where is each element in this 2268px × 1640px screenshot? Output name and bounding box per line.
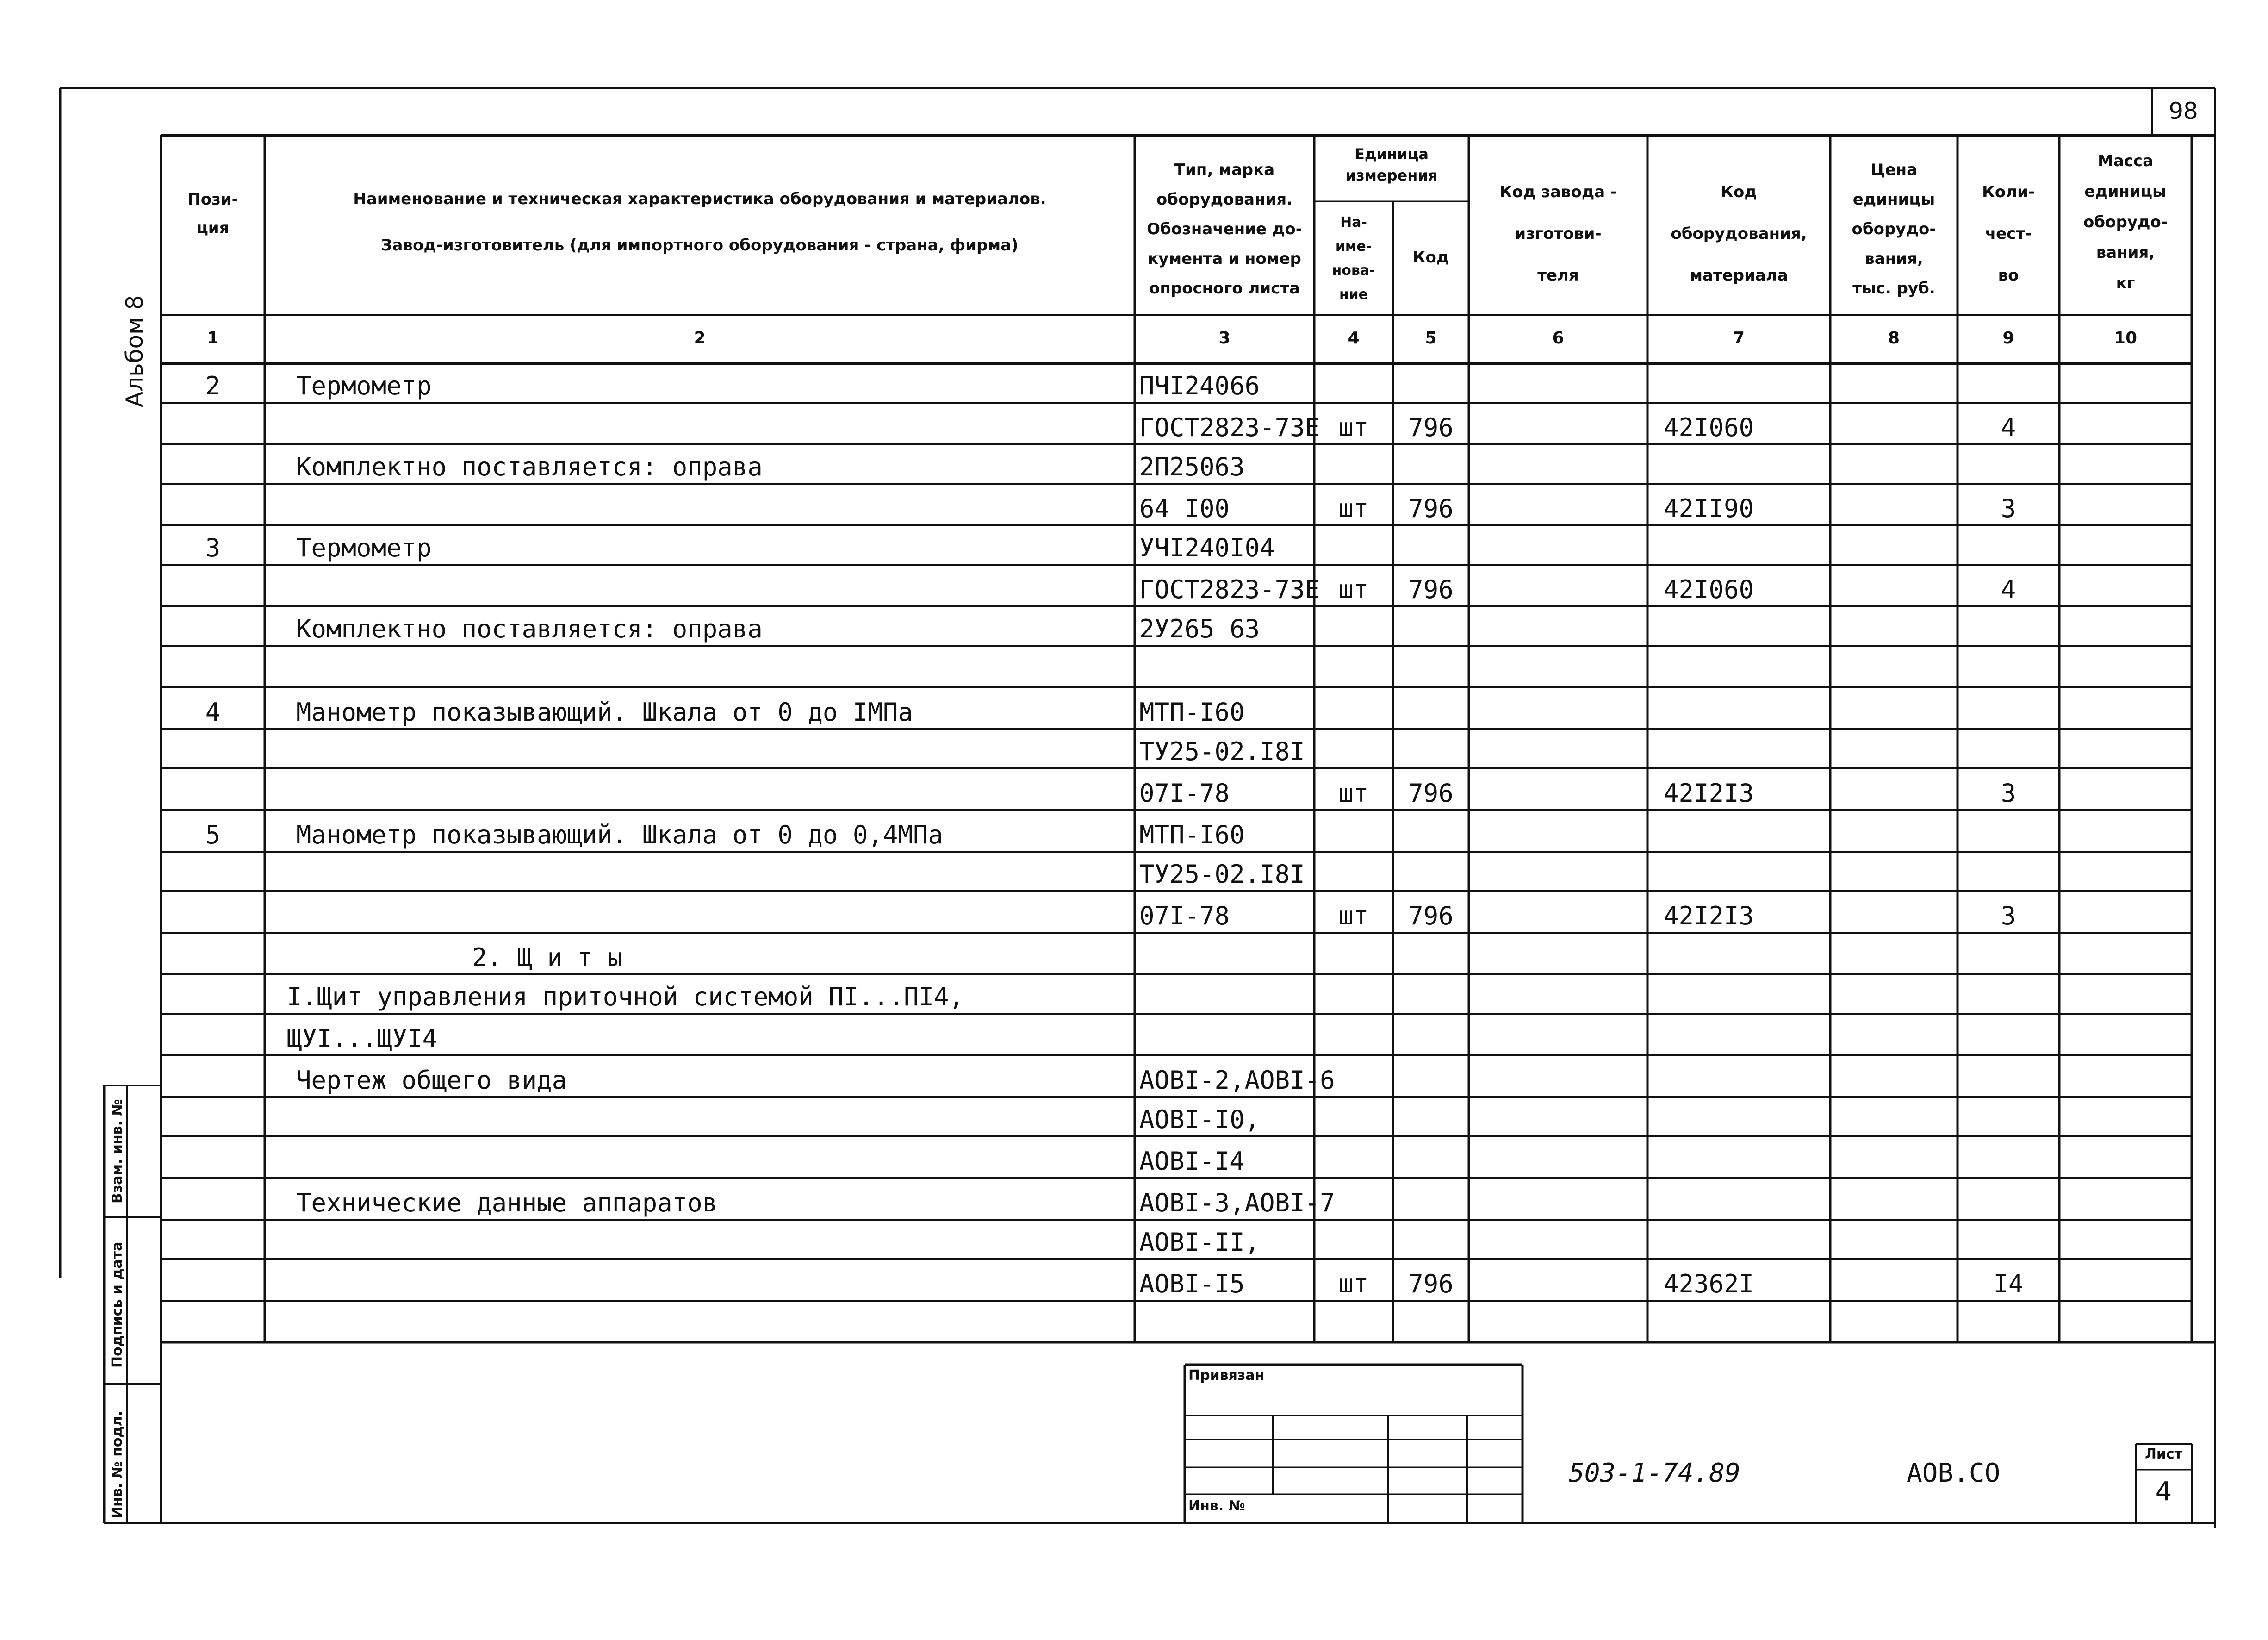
header-price: Цена единицы оборудо- вания, тыс. руб. xyxy=(1852,161,1936,298)
cell-name: I.Щит управления приточной системой ПI...ПI4, xyxy=(287,982,964,1011)
cell-equip-code: 42I060 xyxy=(1664,575,1754,604)
cell-type: ТУ25-02.I8I xyxy=(1139,860,1305,889)
cell-type: УЧI240I04 xyxy=(1139,533,1275,562)
colnum-8: 8 xyxy=(1888,329,1900,348)
header-qty: Коли- чест- во xyxy=(1982,183,2035,285)
cell-unit: шт xyxy=(1338,1269,1369,1298)
header-unit-name: На- име- нова- ние xyxy=(1332,214,1375,303)
cell-unit-code: 796 xyxy=(1408,575,1454,604)
cell-unit: шт xyxy=(1338,779,1369,808)
colnum-3: 3 xyxy=(1218,329,1230,348)
cell-type: АОВI-I5 xyxy=(1139,1269,1245,1298)
inv-podl-label: Инв. № подл. xyxy=(109,1410,125,1518)
cell-name: ЩУI...ЩУI4 xyxy=(287,1024,438,1053)
colnum-4: 4 xyxy=(1348,329,1360,348)
cell-type: 2У265 63 xyxy=(1139,614,1260,643)
sheet-label: Лист xyxy=(2144,1446,2183,1462)
cell-type: МТП-I60 xyxy=(1139,698,1245,727)
cell-type: ТУ25-02.I8I xyxy=(1139,737,1305,766)
cell-unit: шт xyxy=(1338,413,1369,442)
cell-type: МТП-I60 xyxy=(1139,820,1245,849)
colnum-7: 7 xyxy=(1733,329,1745,348)
cell-position: 2 xyxy=(205,371,221,400)
cell-type: ГОСТ2823-73Е xyxy=(1139,413,1320,442)
cell-type: 07I-78 xyxy=(1139,779,1230,808)
cell-type: 2П25063 xyxy=(1139,452,1245,481)
cell-name: Комплектно поставляется: оправа xyxy=(296,452,763,481)
cell-position: 3 xyxy=(205,533,221,562)
header-maker-code: Код завода - изготови- теля xyxy=(1499,183,1617,285)
cell-type: АОВI-I0, xyxy=(1139,1105,1260,1134)
colnum-2: 2 xyxy=(694,329,706,348)
cell-unit: шт xyxy=(1338,494,1369,523)
vzam-inv-label: Взам. инв. № xyxy=(109,1099,125,1203)
inv-no-label: Инв. № xyxy=(1188,1498,1245,1514)
cell-type: ГОСТ2823-73Е xyxy=(1139,575,1320,604)
cell-unit-code: 796 xyxy=(1408,494,1454,523)
colnum-1: 1 xyxy=(207,329,219,348)
colnum-10: 10 xyxy=(2113,329,2138,348)
signature-date-label: Подпись и дата xyxy=(109,1241,125,1368)
cell-position: 5 xyxy=(205,820,221,849)
cell-name: Чертеж общего вида xyxy=(296,1066,567,1095)
document-mark: АОВ.СО xyxy=(1907,1458,2001,1488)
cell-unit-code: 796 xyxy=(1408,901,1454,930)
cell-type: 07I-78 xyxy=(1139,901,1230,930)
cell-name: Термометр xyxy=(296,371,432,400)
cell-type: 64 I00 xyxy=(1139,494,1230,523)
header-unit-code: Код xyxy=(1412,248,1449,267)
cell-qty: 3 xyxy=(2001,779,2016,808)
cell-equip-code: 42II90 xyxy=(1664,494,1754,523)
colnum-6: 6 xyxy=(1552,329,1564,348)
cell-qty: 3 xyxy=(2001,494,2016,523)
cell-name: Комплектно поставляется: оправа xyxy=(296,614,763,643)
cell-name: Манометр показывающий. Шкала от 0 до 0,4МПа xyxy=(296,820,943,849)
cell-qty: 4 xyxy=(2001,413,2016,442)
cell-equip-code: 42I060 xyxy=(1664,413,1754,442)
cell-equip-code: 42I2I3 xyxy=(1664,901,1754,930)
cell-unit-code: 796 xyxy=(1408,413,1454,442)
cell-type: АОВI-3,АОВI-7 xyxy=(1139,1188,1335,1217)
document-code: 503-1-74.89 xyxy=(1569,1458,1740,1488)
cell-type: АОВI-I4 xyxy=(1139,1147,1245,1176)
cell-equip-code: 42362I xyxy=(1664,1269,1754,1298)
cell-unit-code: 796 xyxy=(1408,779,1454,808)
sheet-number: 4 xyxy=(2155,1477,2172,1507)
cell-unit-code: 796 xyxy=(1408,1269,1454,1298)
cell-name: Термометр xyxy=(296,533,432,562)
cell-equip-code: 42I2I3 xyxy=(1664,779,1754,808)
colnum-9: 9 xyxy=(2002,329,2014,348)
header-mass: Масса единицы оборудо- вания, кг xyxy=(2083,152,2168,293)
header-name: Наименование и техническая характеристика оборудования и материалов. Завод-изготовитель (для импортного оборудования - страна, фирма) xyxy=(353,190,1046,255)
cell-unit: шт xyxy=(1338,575,1369,604)
cell-unit: шт xyxy=(1338,901,1369,930)
cell-name: Технические данные аппаратов xyxy=(296,1188,718,1217)
privyazan-label: Привязан xyxy=(1188,1367,1265,1384)
cell-qty: 3 xyxy=(2001,901,2016,930)
header-position: Пози- ция xyxy=(187,190,238,237)
header-equip-code: Код оборудования, материала xyxy=(1671,183,1807,285)
cell-name: Манометр показывающий. Шкала от 0 до IМПа xyxy=(296,698,913,727)
header-unit-group: Единица измерения xyxy=(1345,145,1438,184)
album-label: Альбом 8 xyxy=(121,295,148,407)
cell-type: ПЧI24066 xyxy=(1139,371,1260,400)
cell-type: АОВI-2,АОВI-6 xyxy=(1139,1066,1335,1095)
top-sheet-number: 98 xyxy=(2169,98,2198,125)
cell-qty: 4 xyxy=(2001,575,2016,604)
cell-qty: I4 xyxy=(1993,1269,2024,1298)
colnum-5: 5 xyxy=(1425,329,1437,348)
cell-name: 2. Щ и т ы xyxy=(472,943,623,972)
cell-type: АОВI-II, xyxy=(1139,1228,1260,1257)
header-type: Тип, марка оборудования. Обозначение до- кумента и номер опросного листа xyxy=(1147,161,1302,298)
cell-position: 4 xyxy=(205,698,221,727)
